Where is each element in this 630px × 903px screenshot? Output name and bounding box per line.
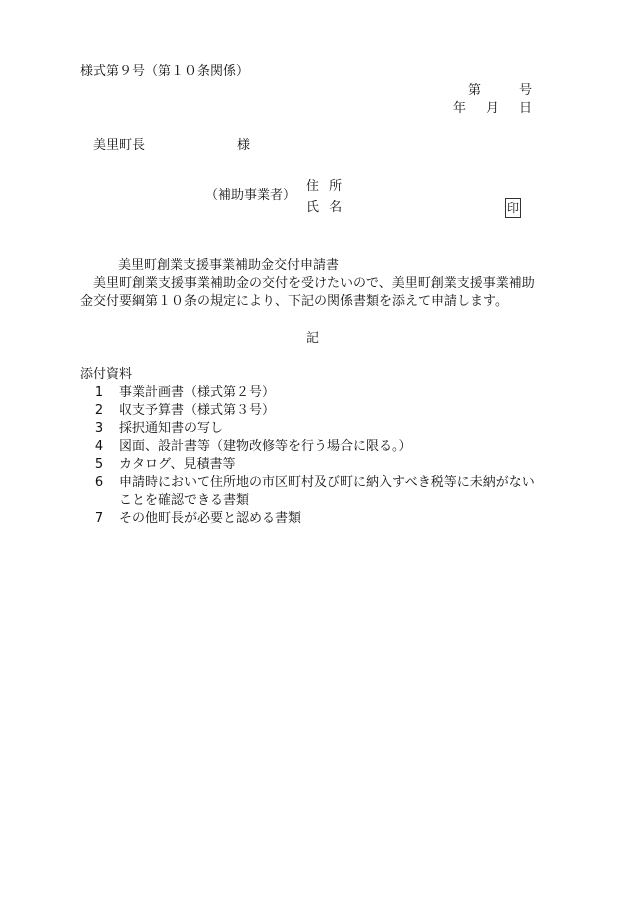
number-suffix: 号 bbox=[518, 83, 532, 98]
form-label: 様式第９号（第１０条関係） bbox=[80, 64, 250, 79]
attachment-num-4: 4 bbox=[94, 439, 104, 454]
date-year: 年 bbox=[452, 101, 466, 116]
ki-label: 記 bbox=[306, 331, 320, 346]
attachment-num-7: 7 bbox=[94, 511, 104, 526]
attachment-num-2: 2 bbox=[94, 403, 104, 418]
attachment-text-6-line-1: 申請時において住所地の市区町村及び町に納入すべき税等に未納がない bbox=[119, 475, 535, 490]
attachment-text-4: 図面、設計書等（建物改修等を行う場合に限る。） bbox=[119, 439, 412, 454]
body-line-1: 美里町創業支援事業補助金の交付を受けたいので、美里町創業支援事業補助 bbox=[93, 276, 535, 291]
attachments-heading: 添付資料 bbox=[80, 367, 133, 382]
addressee-name: 美里町長 bbox=[93, 138, 146, 153]
date-month: 月 bbox=[485, 101, 499, 116]
attachment-text-2: 収支予算書（様式第３号） bbox=[119, 403, 276, 418]
date-line bbox=[453, 100, 532, 118]
seal-mark: 印 bbox=[505, 198, 521, 218]
attachment-text-6-line-2: ことを確認できる書類 bbox=[119, 493, 250, 508]
body-line-2: 金交付要綱第１０条の規定により、下記の関係書類を添えて申請します。 bbox=[80, 294, 508, 309]
attachment-text-5: カタログ、見積書等 bbox=[119, 457, 236, 472]
number-prefix: 第 bbox=[467, 83, 481, 98]
attachment-num-5: 5 bbox=[94, 457, 104, 472]
attachment-text-7: その他町長が必要と認める書類 bbox=[119, 511, 302, 526]
date-day: 日 bbox=[518, 101, 532, 116]
address-label: 住 所 bbox=[306, 179, 346, 194]
attachment-num-1: 1 bbox=[94, 385, 104, 400]
applicant-role: （補助事業者） bbox=[205, 188, 297, 203]
addressee bbox=[93, 137, 250, 155]
document-title: 美里町創業支援事業補助金交付申請書 bbox=[118, 258, 340, 273]
attachment-num-6: 6 bbox=[94, 475, 104, 490]
attachment-text-3: 採択通知書の写し bbox=[119, 421, 224, 436]
attachment-num-3: 3 bbox=[94, 421, 104, 436]
attachment-text-1: 事業計画書（様式第２号） bbox=[119, 385, 276, 400]
name-label: 氏 名 bbox=[306, 200, 346, 215]
addressee-honorific: 様 bbox=[237, 138, 251, 153]
document-number-line bbox=[468, 82, 532, 100]
